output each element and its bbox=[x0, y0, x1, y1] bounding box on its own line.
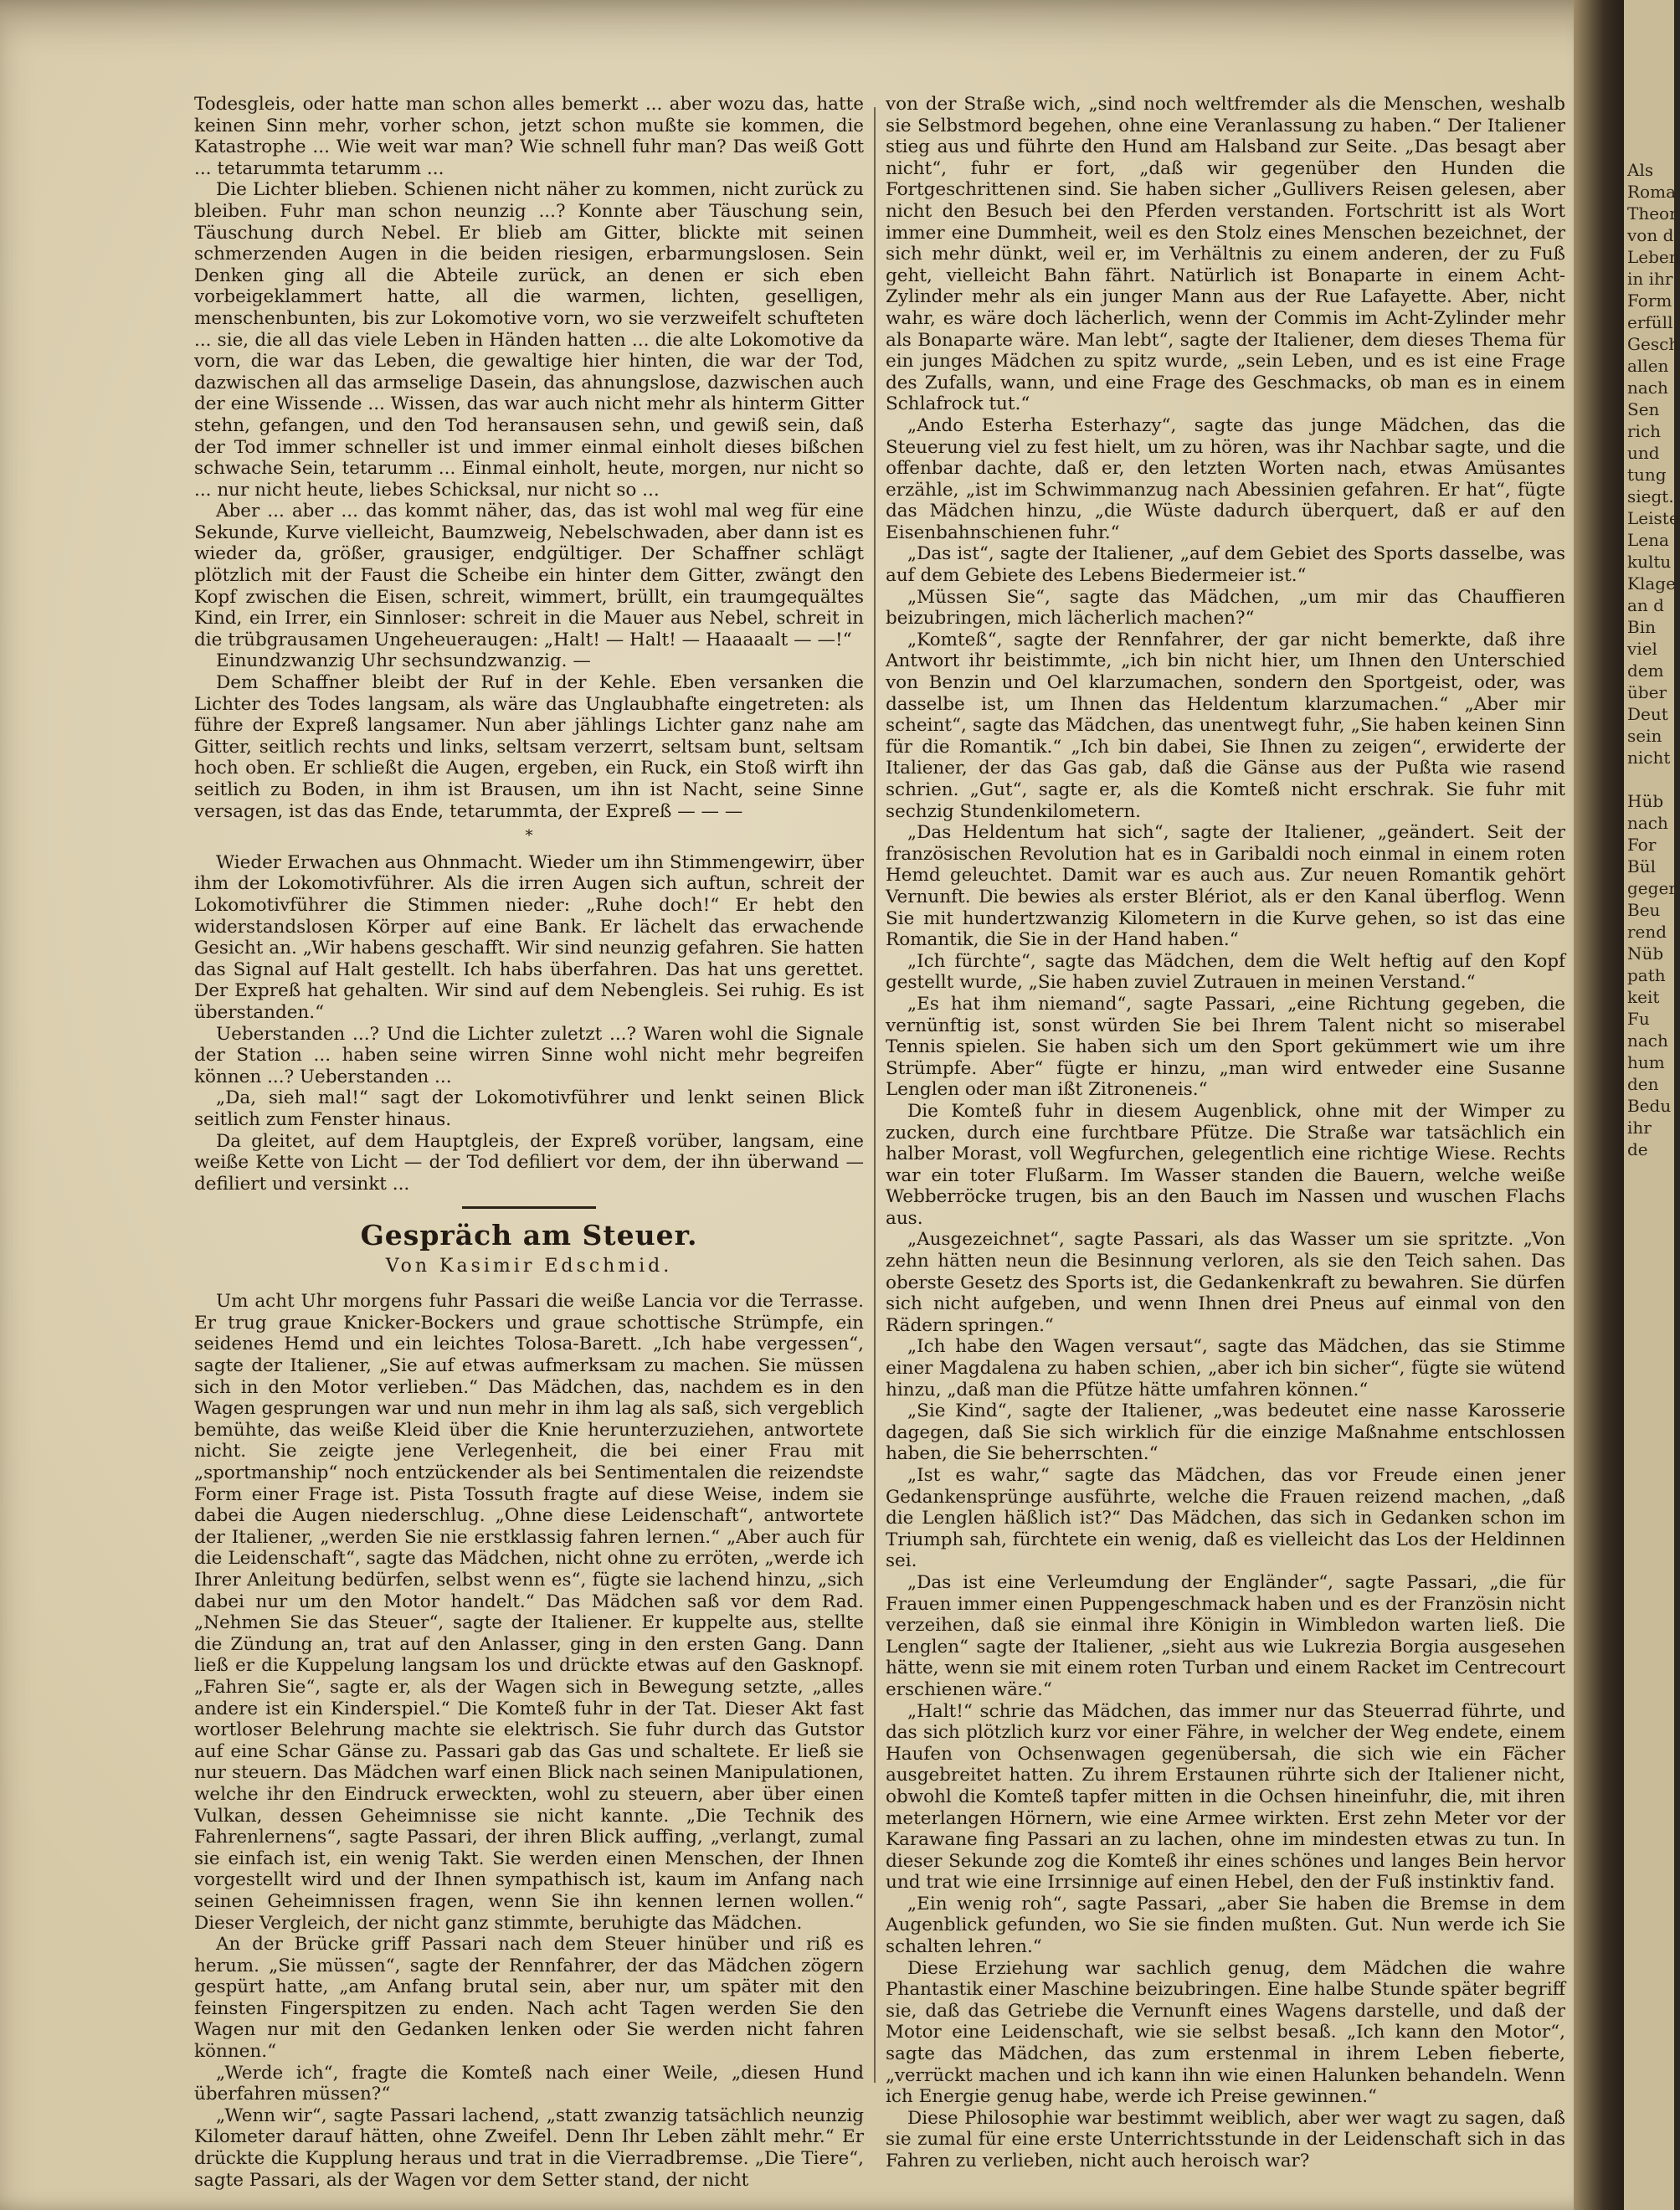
paragraph: „Das ist“, sagte der Italiener, „auf dem Gebiet des Sports dasselbe, was auf dem Gebiete des Lebens Biedermeier ist.“ bbox=[886, 543, 1565, 587]
right-column bbox=[886, 94, 1565, 2171]
paragraph: „Sie Kind“, sagte der Italiener, „was bedeutet eine nasse Karosserie dagegen, daß Sie sich wirklich für die einzige Maßnahme entschlossen haben, die Sie beherrschten.“ bbox=[886, 1401, 1565, 1465]
paragraph: Die Komteß fuhr in diesem Augenblick, ohne mit der Wimper zu zucken, durch eine furchtbare Pfütze. Die Straße war tatsächlich ein halber Morast, voll Wegfurchen, gelegentlich eine richtige Wiese. Rechts war ein toter Flußarm. Im Wasser standen die Bauern, welche weiße Webberröcke trugen, bis an den Bauch im Nassen und wuschen Flachs aus. bbox=[886, 1100, 1565, 1229]
paragraph: Da gleitet, auf dem Hauptgleis, der Expreß vorüber, langsam, eine weiße Kette von Licht — der Tod defiliert vor dem, der ihn überwand — defiliert und versinkt ... bbox=[194, 1130, 864, 1195]
paragraph: „Müssen Sie“, sagte das Mädchen, „um mir das Chauffieren beizubringen, mich lächerlich machen?“ bbox=[886, 586, 1565, 630]
book-gutter bbox=[1574, 0, 1624, 2210]
paragraph: „Es hat ihm niemand“, sagte Passari, „eine Richtung gegeben, die vernünftig ist, sonst würden Sie bei Ihrem Talent nicht so miserabel Tennis spielen. Sie haben sich um den Sport gekümmert wie um ihre Strümpfe. Aber“ fügte er hinzu, „man wird entweder eine Susanne Lenglen oder man ißt Zitroneneis.“ bbox=[886, 993, 1565, 1101]
paragraph: Einundzwanzig Uhr sechsundzwanzig. — bbox=[216, 650, 591, 672]
paragraph: An der Brücke griff Passari nach dem Steuer hinüber und riß es herum. „Sie müssen“, sagte der Rennfahrer, der das Mädchen zögern gespürt hatte, „am Anfang brutal sein, aber nur, um später mit den feinsten Fingerspitzen zu enden. Nach acht Tagen werden Sie den Wagen nur mit den Gedanken lenken oder Sie werden nicht fahren können.“ bbox=[194, 1934, 864, 2063]
paragraph: „Ich fürchte“, sagte das Mädchen, dem die Welt heftig auf den Kopf gestellt wurde, „Sie haben zuviel Zutrauen in meinen Verstand.“ bbox=[886, 950, 1565, 994]
paragraph: Diese Erziehung war sachlich genug, dem Mädchen die wahre Phantastik einer Maschine beizubringen. Eine halbe Stunde später begriff sie, daß das Getriebe die Vernunft eines Wagens darstelle, und daß der Motor eine Leidenschaft, wie sie selbst besaß. „Ich kann den Motor“, sagte das Mädchen, das zum erstenmal in ihrem Leben fieberte, „verrückt machen und ich kann ihn wie einen Halunken behandeln. Wenn ich Energie genug habe, werde ich Preise gewinnen.“ bbox=[886, 1957, 1565, 2108]
paragraph: „Ich habe den Wagen versaut“, sagte das Mädchen, das sie Stimme einer Magdalena zu haben schien, „aber ich bin sicher“, fügte sie wütend hinzu, „daß man die Pfütze hätte umfahren können.“ bbox=[886, 1336, 1565, 1401]
paragraph: Um acht Uhr morgens fuhr Passari die weiße Lancia vor die Terrasse. Er trug graue Knicker-Bockers und graue schottische Strümpfe, ein seidenes Hemd und ein leichtes Tolosa-Barett. „Ich habe vergessen“, sagte der Italiener, „Sie auf etwas aufmerksam zu machen. Sie müssen sich in den Motor verlieben.“ Das Mädchen, das, nachdem es in den Wagen gesprungen war und nun mehr in ihm lag als saß, sich vergeblich bemühte, das weiße Kleid über die Knie herunterzuziehen, antwortete nicht. Sie zeigte jene Verlegenheit, die bei einer Frau mit „sportmanship“ noch entzückender als bei Sentimentalen die reizendste Form einer Frage ist. Pista Tossuth fragte auf diese Weise, indem sie dabei die Augen niederschlug. „Ohne diese Leidenschaft“, antwortete der Italiener, „werden Sie nie erstklassig fahren lernen.“ „Aber auch für die Leidenschaft“, sagte das Mädchen, nicht ohne zu erröten, „werde ich Ihrer Anleitung bedürfen, selbst wenn es“, fügte sie lachend hinzu, „sich dabei nur um den Motor handelt.“ Das Mädchen saß vor dem Rad. „Nehmen Sie das Steuer“, sagte der Italiener. Er kuppelte aus, stellte die Zündung an, trat auf den Anlasser, ging in den ersten Gang. Dann ließ er die Kuppelung langsam los und drückte etwas auf den Gasknopf. „Fahren Sie“, sagte er, als der Wagen sich in Bewegung setzte, „alles andere ist ein Kinderspiel.“ Die Komteß fuhr in der Tat. Dieser Akt fast wortloser Belehrung machte sie elektrisch. Sie fuhr durch das Gutstor auf eine Schar Gänse zu. Passari gab das Gas und schaltete. Er ließ sie nur steuern. Das Mädchen warf einen Blick nach seinen Manipulationen, welche ihr den Eindruck erweckten, wohl zu steuern, aber über einen Vulkan, dessen Geheimnisse sie nicht kannte. „Die Technik des Fahrenlernens“, sagte Passari, der ihren Blick auffing, „verlangt, zumal sie einfach ist, ein wenig Takt. Sie werden einen Menschen, der Ihnen vorgestellt wird und der Ihnen sympathisch ist, kaum im Anfang nach seinen Geheimnissen fragen, wenn Sie ihn kennen lernen wollen.“ Dieser Vergleich, der nicht ganz stimmte, beruhigte das Mädchen. bbox=[194, 1291, 864, 1934]
section-separator: * bbox=[525, 827, 533, 845]
paragraph: „Da, sieh mal!“ sagt der Lokomotivführer und lenkt seinen Blick seitlich zum Fenster hinaus. bbox=[194, 1087, 864, 1130]
paragraph: Aber ... aber ... das kommt näher, das, das ist wohl mal weg für eine Sekunde, Kurve vielleicht, Baumzweig, Nebelschwaden, aber dann ist es wieder da, größer, grausiger, endgültiger. Der Schaffner schlägt plötzlich mit der Faust die Scheibe ein hinter dem Gitter, zwängt den Kopf zwischen die Eisen, schreit, wimmert, brüllt, ein traumgequältes Kind, ein Irrer, ein Sinnloser: schreit in die Mauer aus Nebel, schreit in die trübgrausamen Ungeheueraugen: „Halt! — Halt! — Haaaaalt — —!“ bbox=[194, 501, 864, 650]
article-byline: Von Kasimir Edschmid. bbox=[385, 1256, 673, 1277]
paragraph: „Das Heldentum hat sich“, sagte der Italiener, „geändert. Seit der französischen Revolution hat es in Garibaldi noch einmal in einem roten Hemd geleuchtet. Damit war es auch aus. Zur neuen Romantik gehört Vernunft. Die bewies als erster Blériot, als er den Kanal überflog. Wenn Sie mit hundertzwanzig Kilometern in die Kurve gehen, so ist das eine Romantik, die Sie in der Hand haben.“ bbox=[886, 822, 1565, 951]
article-rule bbox=[462, 1206, 596, 1209]
paragraph: „Ausgezeichnet“, sagte Passari, als das Wasser um sie spritzte. „Von zehn hätten neun die Besinnung verloren, als sie den Teich sahen. Das oberste Gesetz des Sports ist, die Gedankenkraft zu bewahren. Sie dürfen sich nicht aufgeben, und wenn Ihnen drei Pneus auf einmal von den Rädern springen.“ bbox=[886, 1229, 1565, 1336]
paragraph: Die Lichter blieben. Schienen nicht näher zu kommen, nicht zurück zu bleiben. Fuhr man schon neunzig ...? Konnte aber Täuschung sein, Täuschung durch Nebel. Er blieb am Gitter, blickte mit seinen schmerzenden Augen in die beiden riesigen, erbarmungslosen. Sein Denken ging all die Abteile zurück, an denen er sich eben vorbeigeklammert hatte, all die warmen, lichten, geselligen, menschenbunten, bis zur Lokomotive vorn, wo sie verzweifelt schufteten ... sie, die all das viele Leben in Händen hatten ... die alte Lokomotive da vorn, die war das Leben, die gewaltige hier hinten, die war der Tod, dazwischen all das armselige Dasein, das ahnungslose, dazwischen auch der eine Wissende ... Wissen, das war auch nicht mehr als hinterm Gitter stehn, gefangen, und den Tod heransausen sehn, und gewiß sein, daß der Tod immer schneller ist und immer einmal einholt dieses bißchen schwache Sein, tetarumm ... Einmal einholt, heute, morgen, nur nicht so ... nur nicht heute, liebes Schicksal, nur nicht so ... bbox=[194, 179, 864, 501]
paragraph: „Wenn wir“, sagte Passari lachend, „statt zwanzig tatsächlich neunzig Kilometer darauf hätten, ohne Zweifel. Denn Ihr Leben zählt mehr.“ Er drückte die Kupplung heraus und trat in die Vierradbremse. „Die Tiere“, sagte Passari, als der Wagen vor dem Setter stand, der nicht bbox=[194, 2105, 864, 2191]
paragraph: Wieder Erwachen aus Ohnmacht. Wieder um ihn Stimmengewirr, über ihm der Lokomotivführer. Als die irren Augen sich auftun, schreit der Lokomotivführer die Stimmen nieder: „Ruhe doch!“ Er hebt den widerstandslosen Körper auf eine Bank. Er lächelt das erwachende Gesicht an. „Wir habens geschafft. Wir sind neunzig gefahren. Sie hatten das Signal auf Halt gestellt. Ich habs überfahren. Das hat uns gerettet. Der Expreß hat gehalten. Wir sind auf dem Nebengleis. Sei ruhig. Es ist überstanden.“ bbox=[194, 851, 864, 1023]
next-page-edge bbox=[1624, 0, 1680, 2210]
paragraph: Todesgleis, oder hatte man schon alles bemerkt ... aber wozu das, hatte keinen Sinn mehr, vorher schon, jetzt schon mußte sie kommen, die Katastrophe ... Wie weit war man? Wie schnell fuhr man? Das weiß Gott ... tetarummta tetarumm ... bbox=[194, 94, 864, 179]
article-title: Gespräch am Steuer. bbox=[360, 1219, 698, 1252]
paragraph: von der Straße wich, „sind noch weltfremder als die Menschen, weshalb sie Selbstmord begehen, ohne eine Veranlassung zu haben.“ Der Italiener stieg aus und führte den Hund am Halsband zur Seite. „Das besagt aber nicht“, fuhr er fort, „daß wir gegenüber den Hunden die Fortgeschrittenen sind. Sie haben sicher „Gullivers Reisen gelesen, aber nicht den Besuch bei den Pferden verstanden. Fortschritt ist als Wort immer eine Dummheit, weil es den Stolz eines Menschen bezeichnet, der sich mehr dünkt, weil er, im Verhältnis zu einem anderen, der zu Fuß geht, vielleicht Bahn fährt. Natürlich ist Bonaparte in einem Acht-Zylinder mehr als ein junger Mann aus der Rue Lafayette. Aber, nicht wahr, es wäre doch lächerlich, wenn der Commis im Acht-Zylinder mehr als Bonaparte wäre. Man lebt“, sagte der Italiener, dem dieses Thema für ein junges Mädchen zu spitz wurde, „sein Leben, und es ist eine Frage des Zufalls, wann, und eine Frage des Geschmacks, ob man es in einem Schlafrock tut.“ bbox=[886, 94, 1565, 415]
paragraph: „Ando Esterha Esterhazy“, sagte das junge Mädchen, das die Steuerung viel zu fest hielt, um zu hören, was ihr Nachbar sagte, und die offenbar dachte, daß er, den letzten Worten nach, etwas Amüsantes erzähle, „ist im Schwimmanzug nach Abessinien gefahren. Er hat“, fügte das Mädchen hinzu, „die Wüste dadurch überquert, daß er auf den Eisenbahnschienen fuhr.“ bbox=[886, 414, 1565, 543]
paragraph: „Werde ich“, fragte die Komteß nach einer Weile, „diesen Hund überfahren müssen?“ bbox=[194, 2062, 864, 2105]
next-page-fragment: Als Roma Theor von d Leben in ihr Form erfüll Gesch allen nach Sen rich und tung siegt. Leiste Lena kultu Klage an d Bin viel dem über Deut sein nicht Hüb nach For Bül geger Beu rend Nüb path keit Fu nach hum den Bedu ihr de bbox=[1627, 160, 1680, 1159]
left-column bbox=[194, 94, 864, 2191]
column-divider bbox=[874, 107, 876, 2083]
paragraph: Diese Philosophie war bestimmt weiblich, aber wer wagt zu sagen, daß sie zumal für eine erste Unterrichtsstunde in der Leidenschaft sich in das Fahren zu verlieben, nicht auch heroisch war? bbox=[886, 2107, 1565, 2171]
paragraph: „Das ist eine Verleumdung der Engländer“, sagte Passari, „die für Frauen immer einen Puppengeschmack haben und es der Französin nicht verzeihen, daß sie einmal ihre Königin in Wimbledon warten ließ. Die Lenglen“ sagte der Italiener, „sieht aus wie Lukrezia Borgia ausgesehen hätte, wenn sie mit einem roten Turban und einem Racket im Centrecourt erschienen wäre.“ bbox=[886, 1571, 1565, 1700]
paragraph: Ueberstanden ...? Und die Lichter zuletzt ...? Waren wohl die Signale der Station ... haben seine wirren Sinne wohl nicht mehr begreifen können ...? Ueberstanden ... bbox=[194, 1023, 864, 1087]
paragraph: „Komteß“, sagte der Rennfahrer, der gar nicht bemerkte, daß ihre Antwort ihr beistimmte, „ich bin nicht hier, um Ihnen den Unterschied von Benzin und Oel klarzumachen, sondern den Sportgeist, oder, was dasselbe ist, um Ihnen das Heldentum klarzumachen.“ „Aber mir scheint“, sagte das Mädchen, das unentwegt fuhr, „Sie haben keinen Sinn für die Romantik.“ „Ich bin dabei, Sie Ihnen zu zeigen“, erwiderte der Italiener, der das Gas gab, daß die Gänse aus der Pußta wie rasend schrien. „Gut“, sagte er, als die Komteß nicht erschrak. Sie fuhr mit sechzig Stundenkilometern. bbox=[886, 629, 1565, 822]
paragraph: Dem Schaffner bleibt der Ruf in der Kehle. Eben versanken die Lichter des Todes langsam, als wäre das Unglaubhafte eingetreten: als führe der Expreß langsamer. Nun aber jählings Lichter ganz nahe am Gitter, seitlich rechts und links, seltsam verzerrt, seltsam bunt, seltsam hoch oben. Er schließt die Augen, ergeben, ein Ruck, ein Stoß wirft ihn seitlich zu Boden, in ihm ist Brausen, um ihn ist Nacht, seine Sinne versagen, ist das das Ende, tetarummta, der Expreß — — — bbox=[194, 672, 864, 822]
paragraph: „Ein wenig roh“, sagte Passari, „aber Sie haben die Bremse in dem Augenblick gefunden, wo Sie sie finden mußten. Gut. Nun werde ich Sie schalten lehren.“ bbox=[886, 1893, 1565, 1958]
paragraph: „Halt!“ schrie das Mädchen, das immer nur das Steuerrad führte, und das sich plötzlich kurz vor einer Fähre, in welcher der Weg endete, einem Haufen von Ochsenwagen gegenübersah, die sich wie ein Fächer ausgebreitet hatten. Zu ihrem Erstaunen rührte sich der Italiener nicht, obwohl die Komteß tapfer mitten in die Ochsen hineinfuhr, die, mit ihren meterlangen Hörnern, wie eine Armee wirkten. Erst zehn Meter vor der Karawane fing Passari an zu lachen, ohne im mindesten etwas zu tun. In dieser Sekunde zog die Komteß ihr eines schönes und langes Bein hervor und trat wie eine Irrsinnige auf einen Hebel, den der Fuß instinktiv fand. bbox=[886, 1700, 1565, 1894]
paragraph: „Ist es wahr,“ sagte das Mädchen, das vor Freude einen jener Gedankensprünge ausführte, welche die Frauen reizend machen, „daß die Lenglen häßlich ist?“ Das Mädchen, das sich in Gedanken schon im Triumph sah, fürchtete ein wenig, daß es vielleicht das Los der Heldinnen sei. bbox=[886, 1465, 1565, 1572]
